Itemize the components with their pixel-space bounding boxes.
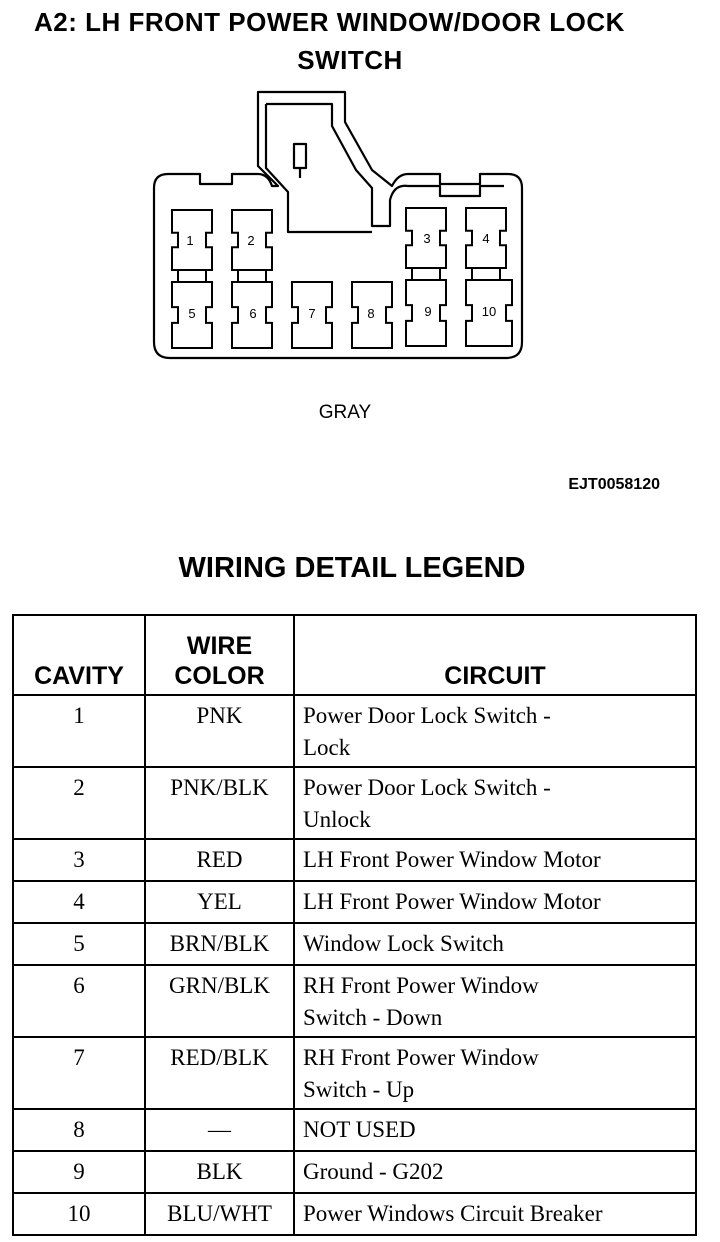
- cavity-label-1: 1: [186, 233, 194, 248]
- table-row: [13, 695, 696, 767]
- cell-wire-color: RED: [145, 839, 294, 881]
- cavity-web: [238, 270, 266, 282]
- cavity-web: [412, 268, 440, 280]
- cell-circuit: [294, 923, 696, 965]
- cavity-label-9: 9: [424, 304, 432, 319]
- circuit-line-1: Power Door Lock Switch -: [303, 775, 551, 800]
- cell-cavity: 4: [13, 881, 145, 923]
- circuit-line-2: Lock: [303, 735, 351, 760]
- header-cavity: CAVITY: [13, 615, 145, 695]
- table-row: [13, 1193, 696, 1235]
- cavity-label-3: 3: [423, 231, 431, 246]
- circuit-line-1: RH Front Power Window: [303, 1045, 539, 1070]
- cell-circuit: [294, 695, 696, 767]
- cell-wire-color: PNK/BLK: [145, 767, 294, 839]
- circuit-line-1: NOT USED: [303, 1117, 416, 1142]
- cell-circuit: [294, 1109, 696, 1151]
- cavity-label-8: 8: [367, 306, 375, 321]
- table-row: [13, 965, 696, 1037]
- table-row: [13, 767, 696, 839]
- table-row: [13, 1037, 696, 1109]
- cavity-web: [178, 270, 206, 282]
- cell-circuit: [294, 965, 696, 1037]
- cavity-label-2: 2: [247, 233, 255, 248]
- cell-circuit: [294, 1193, 696, 1235]
- cell-cavity: 10: [13, 1193, 145, 1235]
- circuit-line-1: Window Lock Switch: [303, 931, 504, 956]
- connector-face-diagram: [0, 0, 720, 400]
- cavity-label-10: 10: [481, 304, 497, 319]
- circuit-line-1: Power Door Lock Switch -: [303, 703, 551, 728]
- cell-cavity: 6: [13, 965, 145, 1037]
- cell-wire-color: GRN/BLK: [145, 965, 294, 1037]
- cell-circuit: [294, 839, 696, 881]
- cell-circuit: [294, 1151, 696, 1193]
- table-row: [13, 1109, 696, 1151]
- title-line-2: SWITCH: [297, 45, 403, 75]
- table-row: [13, 923, 696, 965]
- cavity-label-7: 7: [308, 306, 316, 321]
- cell-wire-color: BLK: [145, 1151, 294, 1193]
- cell-wire-color: YEL: [145, 881, 294, 923]
- cell-cavity: 8: [13, 1109, 145, 1151]
- connector-color-label: GRAY: [318, 402, 372, 423]
- cell-circuit: [294, 881, 696, 923]
- circuit-line-1: Power Windows Circuit Breaker: [303, 1201, 603, 1226]
- cell-cavity: 7: [13, 1037, 145, 1109]
- circuit-line-1: RH Front Power Window: [303, 973, 539, 998]
- table-row: [13, 881, 696, 923]
- circuit-line-1: LH Front Power Window Motor: [303, 889, 601, 914]
- cell-wire-color: RED/BLK: [145, 1037, 294, 1109]
- cavity-label-6: 6: [249, 306, 257, 321]
- cell-cavity: 3: [13, 839, 145, 881]
- cell-cavity: 9: [13, 1151, 145, 1193]
- table-row: [13, 839, 696, 881]
- cell-cavity: 2: [13, 767, 145, 839]
- cavity-web: [472, 268, 500, 280]
- table-header-row: [13, 615, 696, 695]
- latch-tab: [294, 144, 306, 168]
- header-wire-color: WIRE COLOR: [145, 615, 294, 695]
- wiring-legend-table: [12, 614, 697, 1236]
- cell-cavity: 5: [13, 923, 145, 965]
- cell-wire-color: PNK: [145, 695, 294, 767]
- circuit-line-2: Switch - Down: [303, 1005, 443, 1030]
- circuit-line-2: Switch - Up: [303, 1077, 415, 1102]
- cavity-label-5: 5: [188, 306, 196, 321]
- legend-title: WIRING DETAIL LEGEND: [178, 552, 526, 584]
- circuit-line-1: Ground - G202: [303, 1159, 444, 1184]
- table-row: [13, 1151, 696, 1193]
- header-circuit: CIRCUIT: [294, 615, 696, 695]
- circuit-line-1: LH Front Power Window Motor: [303, 847, 601, 872]
- figure-id: EJT0058120: [568, 476, 660, 493]
- cell-wire-color: BRN/BLK: [145, 923, 294, 965]
- cell-wire-color: —: [145, 1109, 294, 1151]
- cavity-label-4: 4: [482, 231, 490, 246]
- cell-wire-color: BLU/WHT: [145, 1193, 294, 1235]
- cell-circuit: [294, 1037, 696, 1109]
- title-line-1: A2: LH FRONT POWER WINDOW/DOOR LOCK: [34, 7, 625, 37]
- circuit-line-2: Unlock: [303, 807, 371, 832]
- cell-circuit: [294, 767, 696, 839]
- cell-cavity: 1: [13, 695, 145, 767]
